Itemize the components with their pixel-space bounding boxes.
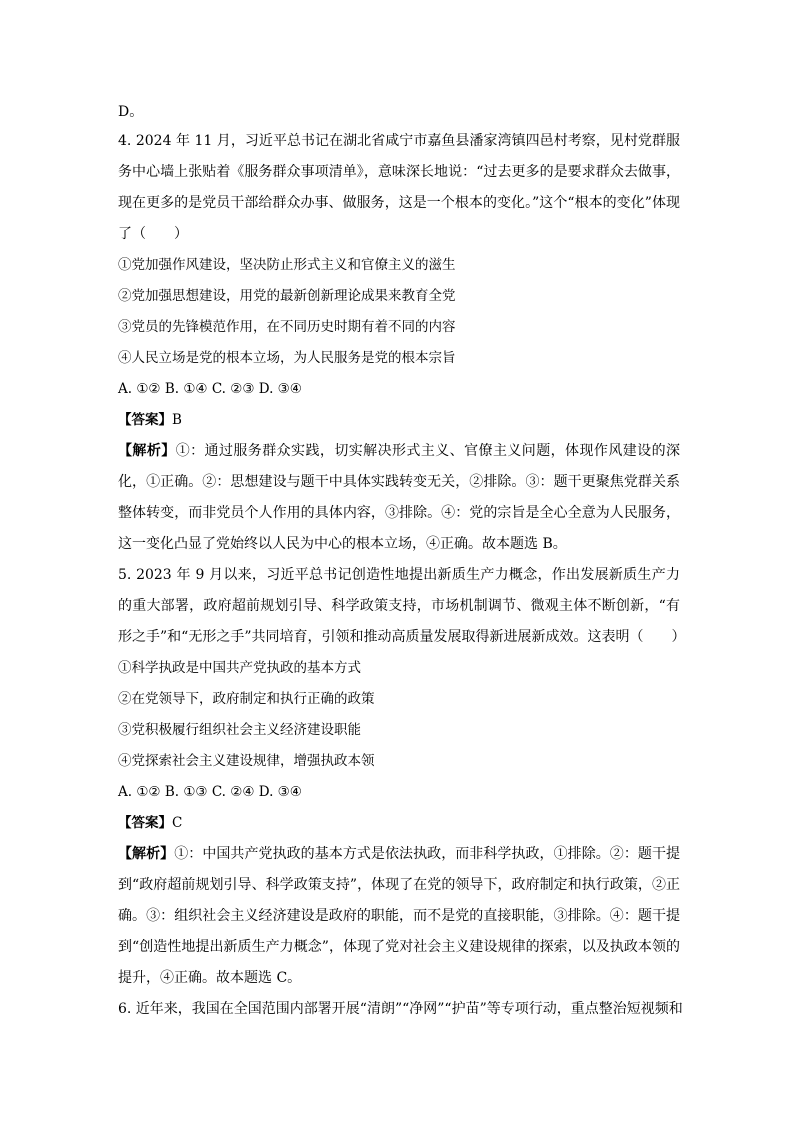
option-2: ②党加强思想建设，用党的最新创新理论成果来教育全党 (118, 288, 456, 304)
option-3: ③党员的先锋模范作用，在不同历史时期有着不同的内容 (118, 319, 456, 335)
answer-value: C (172, 815, 183, 831)
answer-label: 【答案】 (118, 815, 172, 831)
option-4: ④党探索社会主义建设规律，增强执政本领 (118, 753, 375, 769)
option-3: ③党积极履行组织社会主义经济建设职能 (118, 722, 361, 738)
analysis-text: ①：通过服务群众实践，切实解决形式主义、官僚主义问题，体现作风建设的深化，①正确。②：思想建设与题干中具体实践转变无关，②排除。③：题干更聚焦党群关系整体转变，而非党员个人作用的具体内容，③排除。④：党的宗旨是全心全意为人民服务，这一变化凸显了党始终以人民为中心的根本立场，④正确。故本题选 B。 (118, 443, 681, 552)
answer-label: 【答案】 (118, 412, 172, 428)
question-5 (118, 560, 686, 994)
choices-line: A. ①② B. ①④ C. ②③ D. ③④ (118, 381, 302, 397)
answer-line (118, 808, 680, 839)
option-1: ①党加强作风建设，坚决防止形式主义和官僚主义的滋生 (118, 257, 456, 273)
question-stem: 4. 2024 年 11 月，习近平总书记在湖北省咸宁市嘉鱼县潘家湾镇四邑村考察，见村党群服务中心墙上张贴着《服务群众事项清单》，意味深长地说：“过去更多的是要求群众去做事，现在更多的是党员干部给群众办事、做服务，这是一个根本的变化。”这个“根本的变化”体现了（ ） (118, 133, 680, 242)
option-4: ④人民立场是党的根本立场，为人民服务是党的根本宗旨 (118, 350, 456, 366)
analysis-text: ①：中国共产党执政的基本方式是依法执政，而非科学执政，①排除。②：题干提到“政府超前规划引导、科学政策支持”，体现了在党的领导下，政府制定和执行政策，②正确。③：组织社会主义经济建设是政府的职能，而不是党的直接职能，③排除。④：题干提到“创造性地提出新质生产力概念”，体现了党对社会主义建设规律的探索，以及执政本领的提升，④正确。故本题选 C。 (118, 846, 681, 986)
option-1: ①科学执政是中国共产党执政的基本方式 (118, 660, 361, 676)
question-4 (118, 126, 680, 560)
intro-line: D。 (118, 104, 144, 120)
analysis-paragraph (118, 839, 680, 994)
answer-line (118, 405, 680, 436)
question-6-stem: 6. 近年来，我国在全国范围内部署开展“清朗”“净网”“护苗”等专项行动，重点整治短视频和 (118, 1001, 683, 1017)
document-page (118, 98, 686, 1025)
question-stem: 5. 2023 年 9 月以来，习近平总书记创造性地提出新质生产力概念，作出发展新质生产力的重大部署，政府超前规划引导、科学政策支持，市场机制调节、微观主体不断创新，“有形之手”和“无形之手”共同培育，引领和推动高质量发展取得新进展新成效。这表明（ ） (118, 567, 686, 645)
analysis-label: 【解析】 (118, 846, 175, 862)
choices-line: A. ①② B. ①③ C. ②④ D. ③④ (118, 784, 302, 800)
answer-value: B (172, 412, 182, 428)
analysis-label: 【解析】 (118, 443, 176, 459)
analysis-paragraph (118, 436, 680, 560)
option-2: ②在党领导下，政府制定和执行正确的政策 (118, 691, 375, 707)
